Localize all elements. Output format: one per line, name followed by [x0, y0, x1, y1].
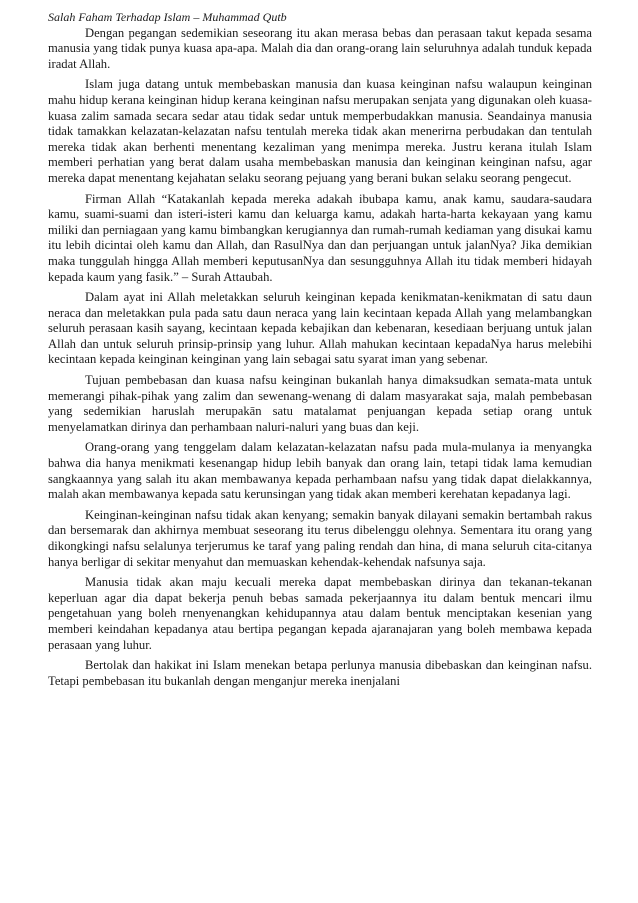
- running-header: Salah Faham Terhadap Islam – Muhammad Qutb: [48, 10, 287, 24]
- paragraph-3: Firman Allah “Katakanlah kepada mereka adakah ibubapa kamu, anak kamu, saudara-saudara kamu, suami-suami dan isteri-isteri kamu dan keluarga kamu, adakah harta-harta kekayaan yang kamu miliki dan perniagaan yang kamu bimbangkan kerugiannya dan rumah-rumah kediaman yang disukai kamu itu lebih dicintai oleh kamu dan Allah, dan RasulNya dan dan perjuangan untuk jalanNya? Jika demikian maka tunggulah hingga Allah memberi keputusanNya dan sesungguhnya Allah itu tidak memberi hidayah kepada kaum yang fasik.” – Surah Attaubah.: [48, 191, 592, 284]
- paragraph-9: Bertolak dan hakikat ini Islam menekan betapa perlunya manusia dibebaskan dan keinginan nafsu. Tetapi pembebasan itu bukanlah dengan menganjur mereka inenjalani: [48, 658, 592, 688]
- paragraph-6: Orang-orang yang tenggelam dalam kelazatan-kelazatan nafsu pada mula-mulanya ia menyangka bahwa dia hanya menikmati kesenangap hidup lebih banyak dan orang lain, tetapi tidak lama kemudian sangkaannya yang salah itu akan membawanya kepada perhambaan nafsu yang tidak dapat dielakkannya, malah akan membawanya kepada satu kerunsingan yang tidak akan memberi kerehatan kepadanya lagi.: [48, 440, 592, 502]
- paragraph-7: Keinginan-keinginan nafsu tidak akan kenyang; semakin banyak dilayani semakin bertambah rakus dan bersemarak dan akhirnya membuat seseorang itu terus dibelenggu olehnya. Sementara itu orang yang dikongkingi nafsu selalunya terjerumus ke taraf yang paling rendah dan hina, di mana seluruh cita-citanya hanya berligar di sekitar menyahut dan memuaskan kehendak-kehendak nafsunya saja.: [48, 507, 592, 569]
- paragraph-2: Islam juga datang untuk membebaskan manusia dan kuasa keinginan nafsu walaupun keinginan mahu hidup kerana keinginan hidup kerana keinginan nafsu merupakan senjata yang digunakan oleh kuasa-kuasa zalim samada secara sedar atau tidak sedar untuk memperbudakkan manusia. Seandainya manusia tidak tamakkan kelazatan-kelazatan nafsu tentulah mereka tidak akan menerirna perbudakan dan tentulah mereka tidak akan berhenti menentang kezaliman yang menimpa mereka. Justru kerana itulah Islam memberi perhatian yang berat dalam usaha membebaskan manusia dan keinginan keinginan nafsu, agar mereka dapat menentang kejahatan selaku seorang pejuang yang berani bukan selaku seorang pengecut.: [48, 77, 592, 185]
- paragraph-4: Dalam ayat ini Allah meletakkan seluruh keinginan kepada kenikmatan-kenikmatan di satu daun neraca dan meletakkan pula pada satu daun neraca yang lain kecintaan kepada Allah yang melambangkan seluruh perasaan kasih sayang, kecintaan kepada kebajikan dan kebenaran, kesediaan berjuang untuk jalan Allah dan untuk seluruh prinsip-prinsip yang luhur. Allah mahukan kecintaan kepadaNya harus melebihi kecintaan kepada keinginan keinginan yang lain sebagai satu syarat iman yang sebenar.: [48, 290, 592, 367]
- paragraph-1: Dengan pegangan sedemikian seseorang itu akan merasa bebas dan perasaan takut kepada sesama manusia yang tidak punya kuasa apa-apa. Malah dia dan orang-orang lain seluruhnya adalah tunduk kepada iradat Allah.: [48, 25, 592, 71]
- paragraph-5: Tujuan pembebasan dan kuasa nafsu keinginan bukanlah hanya dimaksudkan semata-mata untuk memerangi pihak-pihak yang zalim dan sewenang-wenang di dalam masyarakat saja, malah pembebasan yang sedemikian haruslah merupakān satu matalamat penjuangan kepada setiap orang untuk menyelamatkan dirinya dan perhambaan naluri-naluri yang buas dan keji.: [48, 373, 592, 434]
- paragraph-8: Manusia tidak akan maju kecuali mereka dapat membebaskan dirinya dan tekanan-tekanan keperluan agar dia dapat bekerja penuh bebas samada pekerjaannya itu dalam bentuk mencari ilmu pengetahuan yang boleh rnenyenangkan kehidupannya atau dalam bentuk menciptakan kesenian yang memberi keindahan kepadanya atau bertipa pegangan kepada ajaranajaran yang boleh membawa kepada perasaan yang luhur.: [48, 575, 592, 652]
- document-page: [48, 10, 592, 689]
